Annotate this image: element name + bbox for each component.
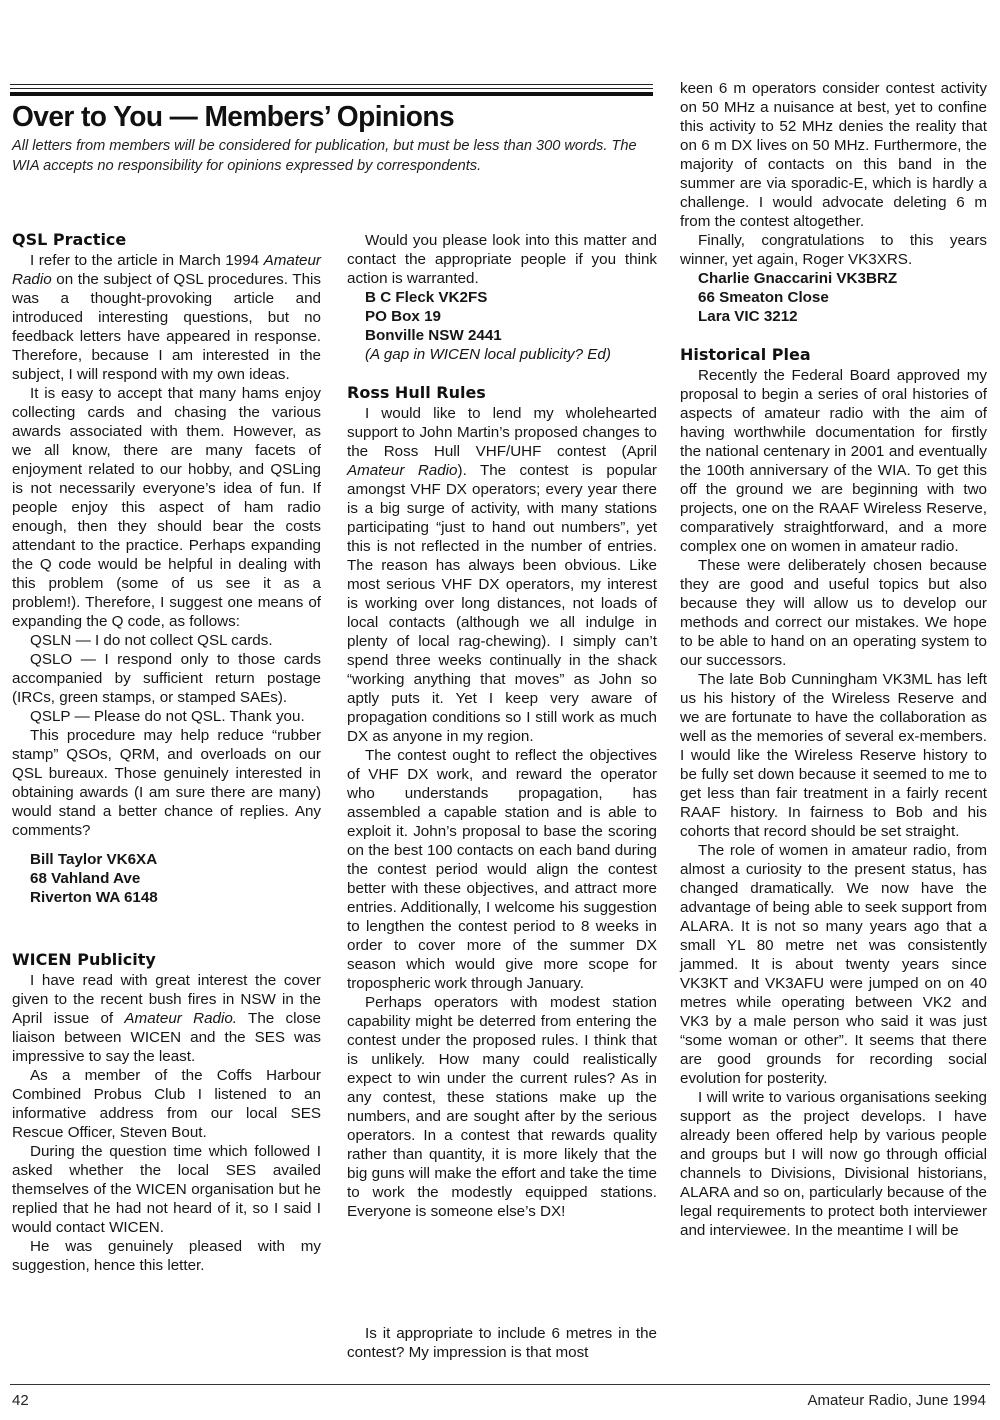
ross-p1-text-cont: ). The contest is popular amongst VHF DX operators; every year there is a big surge of activity, with many stations participating “just to hand out numbers”, yet this is not reflected in the number of entries. The reason has always been obvious. Like most serious VHF DX operators, my interest is working over long distances, not loads of local contacts (although we all indulge in plenty of local rag-chewing). I simply can’t spend three weeks continually in the shack “working anything that moves” as John so aptly puts it. Yet I keep very aware of propagation conditions so I still work as much DX as anyone in my region. — [347, 462, 657, 745]
qsl-signature-address: Riverton WA 6148 — [30, 889, 158, 906]
qsl-signature-name: Bill Taylor VK6XA — [30, 851, 158, 868]
page-title: Over to You — Members’ Opinions — [12, 101, 455, 133]
footer-publication: Amateur Radio, June 1994 — [807, 1392, 986, 1409]
qsl-paragraph — [12, 251, 321, 384]
wicen-paragraph: He was genuinely pleased with my suggestion, hence this letter. — [12, 1238, 321, 1274]
wicen-signature-name: B C Fleck VK2FS — [365, 289, 488, 306]
historical-paragraph: These were deliberately chosen because they are good and useful topics but also because they will allow us to develop our methods and correct our mistakes. We hope to be able to hand on an operating system to our successors. — [680, 557, 987, 669]
wicen-signature-address: Bonville NSW 2441 — [365, 327, 502, 344]
wicen-paragraph: During the question time which followed I asked whether the local SES availed themselves of the WICEN organisation but he replied that he had not heard of it, so I said I would contact WICEN. — [12, 1143, 321, 1236]
qsl-paragraph: QSLN — I do not collect QSL cards. — [30, 632, 273, 649]
wicen-p1-emphasis: Amateur Radio. — [124, 1010, 238, 1027]
ross-p1-emphasis: Amateur Radio — [347, 462, 458, 479]
heading-wicen-publicity: WICEN Publicity — [12, 950, 156, 969]
historical-paragraph: I will write to various organisations seeking support as the project develops. I have already been offered help by various people and groups but I will now go through official channels to Divisions, Divisional historians, ALARA and so on, particularly because of the legal requirements to protect both interviewer and interviewee. In the meantime I will be — [680, 1089, 987, 1239]
wicen-paragraph: As a member of the Coffs Harbour Combined Probus Club I listened to an informative address from our local SES Rescue Officer, Steven Bout. — [12, 1067, 321, 1141]
editor-note: (A gap in WICEN local publicity? Ed) — [365, 346, 611, 363]
ross-paragraph-continued: keen 6 m operators consider contest activity on 50 MHz a nuisance at best, yet to confine this activity to 52 MHz denies the reality that on 6 m DX lives on 50 MHz. Furthermore, the majority of contacts on this band in the summer are via sporadic-E, which is hardly a challenge. I would advocate deleting 6 m from the contest altogether. — [680, 80, 987, 230]
ross-signature-address: Lara VIC 3212 — [698, 308, 798, 325]
header-rule-thin-2 — [10, 88, 653, 89]
wicen-p1-text-cont: The close liaison between WICEN and the SES was impressive to say the least. — [12, 1010, 321, 1065]
header-rule-thin-1 — [10, 84, 653, 85]
column-2 — [347, 231, 657, 1221]
footer-rule — [10, 1384, 990, 1385]
column-3 — [680, 79, 987, 1240]
qsl-paragraph: This procedure may help reduce “rubber stamp” QSOs, QRM, and overloads on our QSL bureaux. Those genuinely interested in obtaining awards (I am sure there are many) would stand a better chance of replies. Any comments? — [12, 727, 321, 839]
wicen-paragraph: Would you please look into this matter and contact the appropriate people if you think action is warranted. — [347, 232, 657, 287]
heading-qsl-practice: QSL Practice — [12, 230, 127, 249]
qsl-signature-address: 68 Vahland Ave — [30, 870, 141, 887]
qsl-p1-emphasis: Amateur Radio — [12, 252, 321, 288]
qsl-paragraph: It is easy to accept that many hams enjoy collecting cards and chasing the various awards associated with them. However, as we all know, there are many facets of enjoyment related to our hobby, and QSLing is not necessarily everyone’s idea of fun. If people enjoy this aspect of ham radio enough, then they should bear the costs attendant to the practice. Perhaps expanding the Q code would be helpful in dealing with this problem (some of us see it as a problem!). Therefore, I suggest one means of expanding the Q code, as follows: — [12, 385, 321, 630]
column-2-continuation — [347, 1324, 657, 1362]
ross-paragraph: Is it appropriate to include 6 metres in the contest? My impression is that most — [347, 1325, 657, 1361]
qsl-p1-text: I refer to the article in March 1994 — [30, 252, 264, 269]
heading-ross-hull-rules: Ross Hull Rules — [347, 383, 486, 402]
ross-paragraph: Perhaps operators with modest station capability might be deterred from entering the contest under the proposed rules. I think that is unlikely. How many could realistically expect to win under the current rules? As in any contest, these stations make up the numbers, and are sought after by the serious operators. In a contest that rewards quality rather than quantity, it is more likely that the big guns will make the effort and take the time to work the modestly equipped stations. Everyone is someone else’s DX! — [347, 994, 657, 1220]
qsl-paragraph: QSLP — Please do not QSL. Thank you. — [30, 708, 305, 725]
page-number: 42 — [12, 1392, 29, 1409]
historical-paragraph: The role of women in amateur radio, from almost a curiosity to the present status, has changed dramatically. We now have the advantage of being able to seek support from ALARA. It is not so many years ago that a small YL 80 metre net was consistently jammed. It is about twenty years since VK3KT and VK3AFU were jumped on on 40 metres while operating between VK2 and VK3 by a male person who said it was just “some woman or other”. It seems that there are good grounds for recording social evolution for posterity. — [680, 842, 987, 1087]
ross-paragraph: Finally, congratulations to this years winner, yet again, Roger VK3XRS. — [680, 232, 987, 268]
ross-signature-name: Charlie Gnaccarini VK3BRZ — [698, 270, 898, 287]
historical-paragraph: The late Bob Cunningham VK3ML has left us his history of the Wireless Reserve and we are fortunate to have the collaboration as well as the memories of several ex-members. I would like the Wireless Reserve history to be fully set down because it seemed to me to get less than fair treatment in a fairly recent RAAF history. In fairness to Bob and his cohorts that record should be set straight. — [680, 671, 987, 840]
column-1 — [12, 229, 321, 1275]
ross-paragraph — [347, 404, 657, 746]
wicen-signature-address: PO Box 19 — [365, 308, 441, 325]
qsl-paragraph: QSLO — I respond only to those cards accompanied by sufficient return postage (IRCs, green stamps, or stamped SAEs). — [12, 651, 321, 706]
heading-historical-plea: Historical Plea — [680, 345, 811, 364]
page-subtitle: All letters from members will be considered for publication, but must be less than 300 words. The WIA accepts no responsibility for opinions expressed by correspondents. — [12, 138, 637, 174]
qsl-p1-text-cont: on the subject of QSL procedures. This was a thought-provoking article and introduced interesting questions, but no feedback letters have appeared in response. Therefore, because I am interested in the subject, I will respond with my own ideas. — [12, 271, 321, 383]
header-rule-thick — [10, 92, 653, 96]
historical-paragraph: Recently the Federal Board approved my proposal to begin a series of oral histories of aspects of amateur radio with the aim of having worthwhile documentation for firstly the national centenary in 2001 and eventually the 100th anniversary of the WIA. To get this off the ground we are beginning with two projects, one on the RAAF Wireless Reserve, comparatively straightforward, and a more complex one on women in amateur radio. — [680, 367, 987, 555]
ross-p1-text: I would like to lend my wholehearted support to John Martin’s proposed changes to the Ross Hull VHF/UHF contest (April — [347, 405, 657, 460]
ross-paragraph: The contest ought to reflect the objectives of VHF DX work, and reward the operator who understands propagation, has assembled a capable station and is able to exploit it. John’s proposal to base the scoring on the best 100 contacts on each band during the contest period would align the contest better with these objectives, and attract more entries. Additionally, I welcome his suggestion to lengthen the contest period to 8 weeks in order to cover more of the summer DX season which would give more scope for tropospheric work through January. — [347, 747, 657, 992]
wicen-p1-text: I have read with great interest the cover given to the recent bush fires in NSW in the April issue of — [12, 972, 321, 1027]
wicen-paragraph — [12, 971, 321, 1066]
ross-signature-address: 66 Smeaton Close — [698, 289, 829, 306]
